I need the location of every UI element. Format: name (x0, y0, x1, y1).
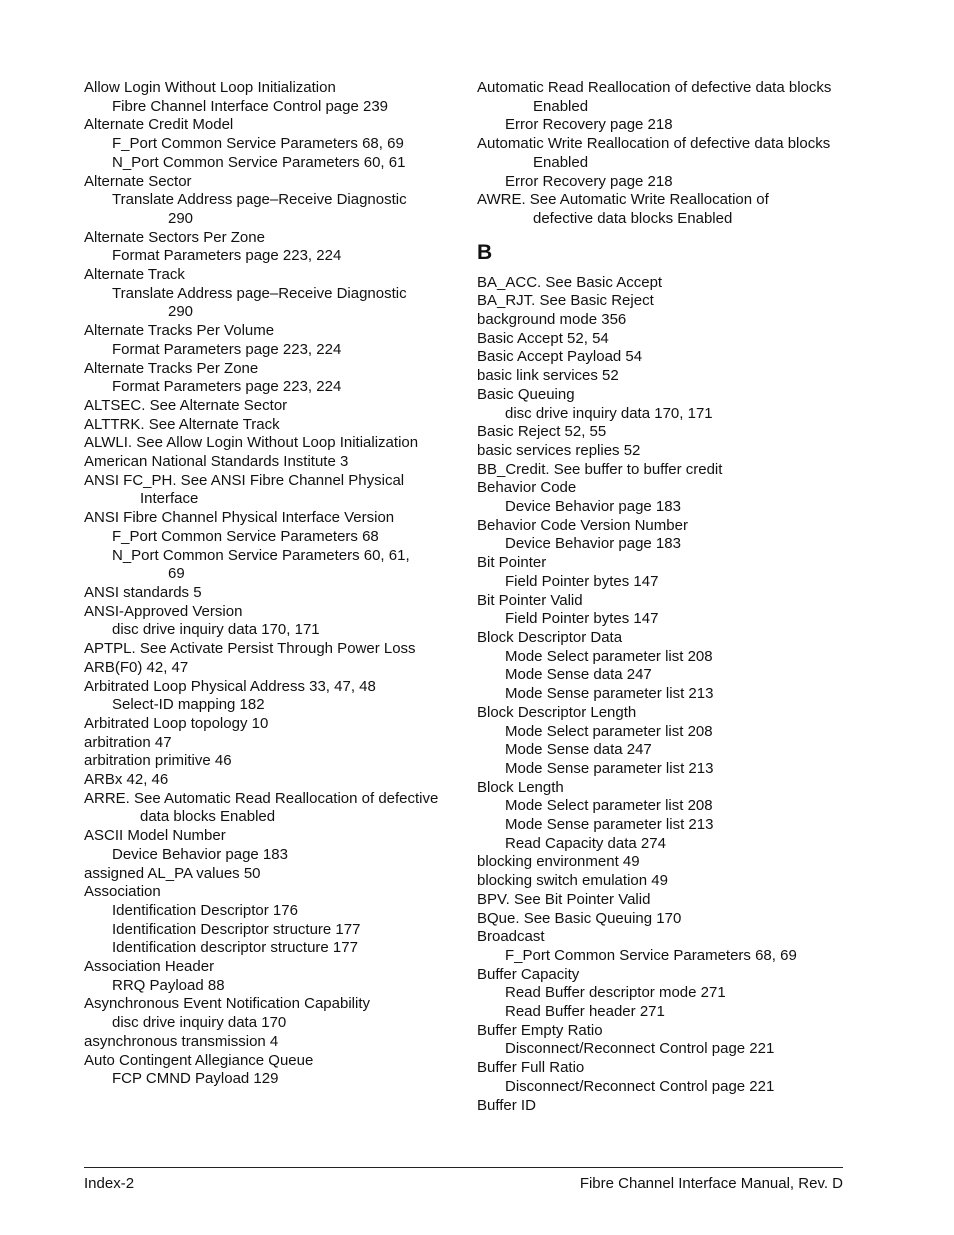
index-column-right (477, 79, 849, 1115)
index-column-left (84, 79, 456, 1089)
index-entry-continuation: Enabled (533, 97, 589, 115)
index-group-b (477, 274, 849, 1116)
index-subentry: Mode Sense parameter list 213 (505, 685, 714, 703)
index-subentry: F_Port Common Service Parameters 68 (112, 527, 379, 545)
index-subentry: F_Port Common Service Parameters 68, 69 (505, 946, 797, 964)
index-subentry: disc drive inquiry data 170, 171 (112, 621, 320, 639)
index-subentry: Translate Address page–Receive Diagnostic (112, 284, 407, 302)
index-entry: Alternate Sectors Per Zone (84, 228, 265, 246)
index-entry: Asynchronous Event Notification Capability (84, 995, 370, 1013)
index-subentry: Mode Select parameter list 208 (505, 647, 713, 665)
index-entry: Behavior Code Version Number (477, 516, 688, 534)
index-entry: ANSI FC_PH. See ANSI Fibre Channel Physical (84, 471, 405, 489)
index-subentry: Read Capacity data 274 (505, 834, 666, 852)
index-subentry: N_Port Common Service Parameters 60, 61, (112, 546, 410, 564)
index-entry: APTPL. See Activate Persist Through Power Loss (84, 640, 416, 658)
index-entry: Basic Reject 52, 55 (477, 423, 607, 441)
index-subentry: disc drive inquiry data 170, 171 (505, 404, 713, 422)
index-subentry: Format Parameters page 223, 224 (112, 340, 342, 358)
index-subentry: Mode Select parameter list 208 (505, 797, 713, 815)
index-entry: Arbitrated Loop Physical Address 33, 47, 48 (84, 677, 376, 695)
index-subentry: Fibre Channel Interface Control page 239 (112, 97, 389, 115)
index-entry: Block Length (477, 778, 564, 796)
index-subentry: RRQ Payload 88 (112, 976, 225, 994)
index-entry: Association Header (84, 958, 215, 976)
index-entry-continuation: defective data blocks Enabled (533, 209, 733, 227)
index-entry-continuation: data blocks Enabled (140, 808, 276, 826)
index-entry: Association (84, 883, 161, 901)
index-subentry: Mode Select parameter list 208 (505, 722, 713, 740)
index-entry: Broadcast (477, 928, 545, 946)
index-entry: BQue. See Basic Queuing 170 (477, 909, 682, 927)
index-entry: Basic Accept Payload 54 (477, 348, 643, 366)
index-entry: BA_ACC. See Basic Accept (477, 273, 663, 291)
index-entry: Bit Pointer (477, 554, 547, 572)
index-entry: Basic Accept 52, 54 (477, 329, 609, 347)
index-subentry: Device Behavior page 183 (505, 498, 681, 516)
index-subentry: Identification descriptor structure 177 (112, 939, 358, 957)
index-subentry: Error Recovery page 218 (505, 172, 673, 190)
section-letter-heading: B (477, 240, 493, 264)
index-subentry: Identification Descriptor 176 (112, 901, 298, 919)
index-entry: arbitration primitive 46 (84, 752, 232, 770)
index-entry: ARBx 42, 46 (84, 771, 169, 789)
index-entry: American National Standards Institute 3 (84, 453, 349, 471)
index-entry: ASCII Model Number (84, 827, 226, 845)
index-entry: BPV. See Bit Pointer Valid (477, 890, 651, 908)
index-entry: Block Descriptor Data (477, 628, 623, 646)
index-subentry: Format Parameters page 223, 224 (112, 378, 342, 396)
index-subentry: Device Behavior page 183 (505, 535, 681, 553)
index-entry: Bit Pointer Valid (477, 591, 583, 609)
index-entry: Automatic Read Reallocation of defective data blocks (477, 79, 832, 96)
index-entry: Basic Queuing (477, 385, 575, 403)
index-entry: Block Descriptor Length (477, 703, 637, 721)
index-entry: asynchronous transmission 4 (84, 1032, 279, 1050)
index-subentry: Disconnect/Reconnect Control page 221 (505, 1040, 775, 1058)
footer-page-number: Index-2 (84, 1175, 135, 1192)
index-entry: BB_Credit. See buffer to buffer credit (477, 460, 723, 478)
index-entry-continuation: 69 (168, 565, 185, 583)
index-entry: Alternate Sector (84, 172, 192, 190)
index-subentry: Mode Sense data 247 (505, 666, 652, 684)
index-entry: ARRE. See Automatic Read Reallocation of defective (84, 789, 439, 807)
index-entry: Auto Contingent Allegiance Queue (84, 1051, 314, 1069)
index-subentry: Field Pointer bytes 147 (505, 610, 659, 628)
index-entry: Alternate Credit Model (84, 116, 234, 134)
index-entry: background mode 356 (477, 311, 627, 329)
index-entry: ANSI standards 5 (84, 583, 202, 601)
index-entry: Alternate Tracks Per Volume (84, 322, 275, 340)
index-entry: arbitration 47 (84, 733, 172, 751)
index-entry: Buffer Capacity (477, 965, 580, 983)
index-entry: Buffer ID (477, 1096, 536, 1114)
index-entry: Allow Login Without Loop Initialization (84, 79, 336, 96)
index-entry: ANSI Fibre Channel Physical Interface Version (84, 509, 395, 527)
index-entry: ALTSEC. See Alternate Sector (84, 396, 288, 414)
index-entry: ALTTRK. See Alternate Track (84, 415, 280, 433)
index-subentry: Identification Descriptor structure 177 (112, 920, 361, 938)
index-entry: Arbitrated Loop topology 10 (84, 714, 269, 732)
index-entry: blocking switch emulation 49 (477, 872, 668, 890)
index-subentry: F_Port Common Service Parameters 68, 69 (112, 135, 404, 153)
index-entry: ANSI-Approved Version (84, 602, 243, 620)
index-subentry: Format Parameters page 223, 224 (112, 247, 342, 265)
index-subentry: Read Buffer descriptor mode 271 (505, 984, 726, 1002)
index-entry: ARB(F0) 42, 47 (84, 658, 189, 676)
index-entry: Behavior Code (477, 479, 577, 497)
index-subentry: Error Recovery page 218 (505, 116, 673, 134)
index-entry: Alternate Tracks Per Zone (84, 359, 259, 377)
index-entry: Automatic Write Reallocation of defective data blocks (477, 135, 831, 153)
index-subentry: Device Behavior page 183 (112, 845, 288, 863)
footer-manual-title: Fibre Channel Interface Manual, Rev. D (579, 1175, 843, 1192)
index-subentry: Mode Sense parameter list 213 (505, 816, 714, 834)
index-subentry: Mode Sense parameter list 213 (505, 759, 714, 777)
index-subentry: disc drive inquiry data 170 (112, 1014, 287, 1032)
index-subentry: Disconnect/Reconnect Control page 221 (505, 1077, 775, 1095)
index-entry: blocking environment 49 (477, 853, 640, 871)
index-entry-continuation: 290 (168, 209, 194, 227)
index-entry-continuation: Interface (140, 490, 199, 508)
index-subentry: Translate Address page–Receive Diagnostic (112, 191, 407, 209)
index-entry: ALWLI. See Allow Login Without Loop Initialization (84, 434, 419, 452)
index-subentry: FCP CMND Payload 129 (112, 1070, 279, 1088)
index-entry: Alternate Track (84, 266, 185, 284)
index-entry-continuation: Enabled (533, 153, 589, 171)
index-entry: basic services replies 52 (477, 441, 641, 459)
index-entry: Buffer Full Ratio (477, 1059, 585, 1077)
index-entry: assigned AL_PA values 50 (84, 864, 261, 882)
footer-divider (84, 1167, 843, 1168)
index-subentry: Mode Sense data 247 (505, 741, 652, 759)
index-entry: Buffer Empty Ratio (477, 1021, 603, 1039)
index-entry: BA_RJT. See Basic Reject (477, 292, 654, 310)
index-entry: basic link services 52 (477, 367, 619, 385)
index-entry-continuation: 290 (168, 303, 194, 321)
index-group-a-continued (477, 79, 849, 229)
index-subentry: N_Port Common Service Parameters 60, 61 (112, 153, 406, 171)
index-subentry: Read Buffer header 271 (505, 1003, 665, 1021)
index-entry: AWRE. See Automatic Write Reallocation of (477, 191, 769, 209)
index-subentry: Field Pointer bytes 147 (505, 572, 659, 590)
index-subentry: Select-ID mapping 182 (112, 696, 265, 714)
